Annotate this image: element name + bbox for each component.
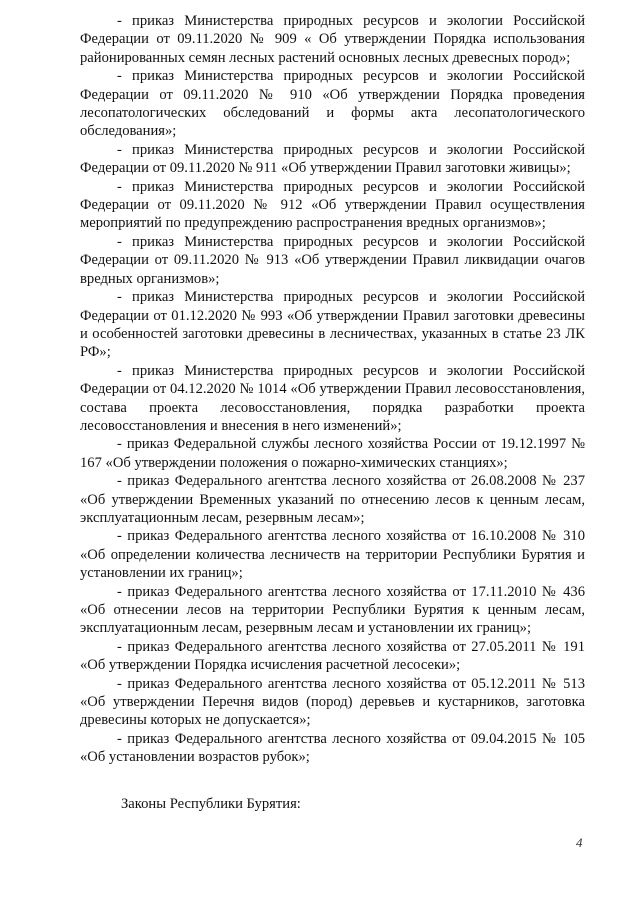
list-item: - приказ Федерального агентства лесного хозяйства от 09.04.2015 № 105 «Об установлении возрастов рубок»;: [80, 730, 585, 766]
list-item: - приказ Министерства природных ресурсов и экологии Российской Федерации от 04.12.2020 № 1014 «Об утверждении Правил лесовосстановления, состава проекта лесовосстановления, порядка разработки проекта лесовосстановления и внесения в него изменений»;: [80, 362, 585, 434]
regulations-list: [80, 12, 585, 767]
list-item: - приказ Федерального агентства лесного хозяйства от 16.10.2008 № 310 «Об определении количества лесничеств на территории Республики Бурятия и установлении их границ»;: [80, 528, 585, 582]
list-item: - приказ Министерства природных ресурсов и экологии Российской Федерации от 09.11.2020 № 913 «Об утверждении Правил ликвидации очагов вредных организмов»;: [80, 233, 585, 287]
list-item: - приказ Федерального агентства лесного хозяйства от 17.11.2010 № 436 «Об отнесении лесов на территории Республики Бурятия к ценным лесам, эксплуатационным лесам, резервным лесам и установлении их границ»;: [80, 583, 585, 637]
list-item: - приказ Министерства природных ресурсов и экологии Российской Федерации от 01.12.2020 № 993 «Об утверждении Правил заготовки древесины и особенностей заготовки древесины в лесничествах, указанных в статье 23 ЛК РФ»;: [80, 289, 585, 361]
page-number: 4: [576, 835, 583, 850]
list-item: - приказ Федерального агентства лесного хозяйства от 27.05.2011 № 191 «Об утверждении Порядка исчисления расчетной лесосеки»;: [80, 638, 585, 674]
list-item: - приказ Федерального агентства лесного хозяйства от 05.12.2011 № 513 «Об утверждении Перечня видов (пород) деревьев и кустарников, заготовка древесины которых не допускается»;: [80, 675, 585, 729]
list-item: - приказ Министерства природных ресурсов и экологии Российской Федерации от 09.11.2020 № 911 «Об утверждении Правил заготовки живицы»;: [80, 141, 585, 177]
list-item: - приказ Федерального агентства лесного хозяйства от 26.08.2008 № 237 «Об утверждении Временных указаний по отнесению лесов к ценным лесам, эксплуатационным лесам, резервным лесам»;: [80, 473, 585, 526]
list-item: - приказ Федеральной службы лесного хозяйства России от 19.12.1997 № 167 «Об утверждении положения о пожарно-химических станциях»;: [80, 436, 585, 471]
list-item: - приказ Министерства природных ресурсов и экологии Российской Федерации от 09.11.2020 № 910 «Об утверждении Порядка проведения лесопатологических обследований и формы акта лесопатологического обследования»;: [80, 68, 585, 140]
section-heading: Законы Республики Бурятия:: [121, 796, 301, 812]
list-item: - приказ Министерства природных ресурсов и экологии Российской Федерации от 09.11.2020 № 912 «Об утверждении Правил осуществления мероприятий по предупреждению распространения вредных организмов»;: [80, 178, 585, 232]
list-item: - приказ Министерства природных ресурсов и экологии Российской Федерации от 09.11.2020 № 909 « Об утверждении Порядка использования районированных семян лесных растений основных лесных древесных пород»;: [80, 13, 585, 66]
